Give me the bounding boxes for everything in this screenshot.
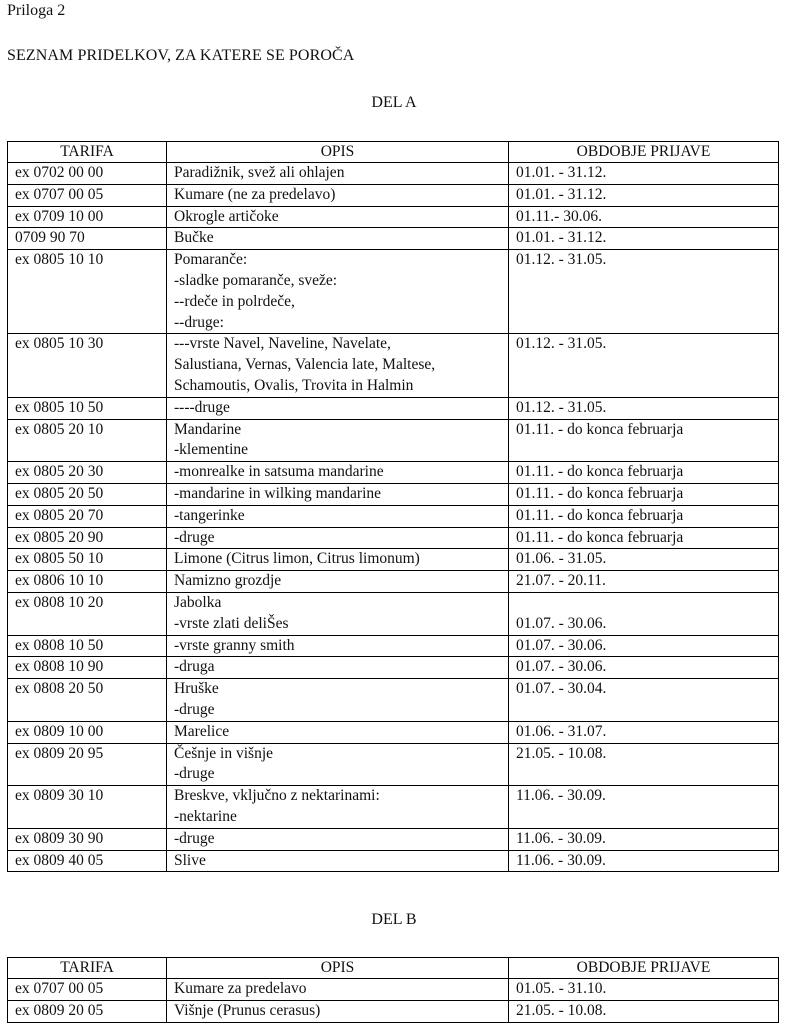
opis-line: Mandarine <box>174 420 242 438</box>
table-row <box>8 635 779 657</box>
opis-line: -druge <box>174 829 215 847</box>
cell-opis <box>167 505 509 527</box>
opis-line: Paradižnik, svež ali ohlajen <box>174 164 345 181</box>
part-a-table <box>7 141 779 872</box>
cell-tarifa: ex 0805 50 10 <box>8 549 167 571</box>
opis-line: -druge <box>174 528 215 546</box>
obdobje-value: 01.07. - 30.06. <box>516 658 607 676</box>
cell-opis <box>167 786 509 829</box>
cell-tarifa: ex 0702 00 00 <box>8 163 167 185</box>
cell-opis <box>167 250 509 334</box>
obdobje-value: 01.01. - 31.12. <box>516 229 607 247</box>
cell-opis <box>167 979 509 1001</box>
opis-line: -druge <box>174 700 215 718</box>
cell-tarifa: ex 0707 00 05 <box>8 184 167 206</box>
header-tarifa: TARIFA <box>8 958 167 979</box>
cell-opis <box>167 527 509 549</box>
cell-obdobje <box>509 206 779 228</box>
cell-opis <box>167 721 509 743</box>
header-obdobje: OBDOBJE PRIJAVE <box>509 142 779 163</box>
opis-line: -klementine <box>174 441 249 459</box>
table-row <box>8 679 779 722</box>
cell-tarifa: ex 0707 00 05 <box>8 979 167 1001</box>
table-row <box>8 397 779 419</box>
part-b-title: DEL B <box>371 911 417 928</box>
cell-obdobje <box>509 462 779 484</box>
cell-obdobje <box>509 419 779 462</box>
cell-tarifa: ex 0805 20 30 <box>8 462 167 484</box>
cell-obdobje <box>509 184 779 206</box>
opis-line: --rdeče in polrdeče, <box>174 292 295 310</box>
table-row <box>8 505 779 527</box>
cell-obdobje <box>509 505 779 527</box>
table-row <box>8 549 779 571</box>
obdobje-value: 01.01. - 31.12. <box>516 164 607 181</box>
table-header-row <box>8 958 779 979</box>
cell-tarifa: ex 0805 20 50 <box>8 483 167 505</box>
part-b-table <box>7 957 779 1023</box>
table-row <box>8 419 779 462</box>
header-obdobje: OBDOBJE PRIJAVE <box>509 958 779 979</box>
cell-tarifa: ex 0805 10 30 <box>8 334 167 397</box>
table-row <box>8 850 779 872</box>
table-row <box>8 228 779 250</box>
table-row <box>8 334 779 397</box>
cell-obdobje <box>509 679 779 722</box>
opis-line: --druge: <box>174 313 224 331</box>
cell-opis <box>167 1000 509 1022</box>
cell-tarifa: ex 0808 10 90 <box>8 657 167 679</box>
opis-line: Marelice <box>174 722 230 740</box>
opis-line: -monrealke in satsuma mandarine <box>174 463 384 481</box>
cell-opis <box>167 635 509 657</box>
table-row <box>8 462 779 484</box>
opis-line: Kumare (ne za predelavo) <box>174 185 336 203</box>
obdobje-value: 01.07. - 30.06. <box>516 614 607 632</box>
cell-opis <box>167 163 509 185</box>
obdobje-value: 11.06. - 30.09. <box>516 829 606 847</box>
cell-opis <box>167 184 509 206</box>
opis-line: Pomaranče: <box>174 251 248 269</box>
cell-opis <box>167 397 509 419</box>
opis-line: Bučke <box>174 229 214 247</box>
cell-opis <box>167 571 509 593</box>
opis-line: -vrste granny smith <box>174 636 295 654</box>
obdobje-value: 01.06. - 31.07. <box>516 722 607 740</box>
table-row <box>8 592 779 635</box>
cell-tarifa: ex 0805 10 10 <box>8 250 167 334</box>
cell-tarifa: ex 0805 20 70 <box>8 505 167 527</box>
obdobje-value: 21.05. - 10.08. <box>516 744 607 762</box>
cell-tarifa: ex 0809 20 05 <box>8 1000 167 1022</box>
opis-line: -mandarine in wilking mandarine <box>174 484 382 502</box>
cell-tarifa: ex 0808 10 50 <box>8 635 167 657</box>
table-row <box>8 979 779 1001</box>
cell-opis <box>167 828 509 850</box>
cell-obdobje <box>509 850 779 872</box>
table-row <box>8 1000 779 1022</box>
cell-tarifa: ex 0809 30 10 <box>8 786 167 829</box>
cell-opis <box>167 462 509 484</box>
opis-line: ---vrste Navel, Naveline, Navelate, <box>174 335 391 353</box>
obdobje-value: 11.06. - 30.09. <box>516 851 606 869</box>
table-row <box>8 250 779 334</box>
header-tarifa: TARIFA <box>8 142 167 163</box>
cell-tarifa: ex 0809 40 05 <box>8 850 167 872</box>
obdobje-value: 01.07. - 30.04. <box>516 680 607 698</box>
cell-obdobje <box>509 250 779 334</box>
cell-obdobje <box>509 571 779 593</box>
obdobje-value: 01.11. - do konca februarja <box>516 484 684 502</box>
table-row <box>8 743 779 786</box>
cell-obdobje <box>509 483 779 505</box>
cell-obdobje <box>509 786 779 829</box>
cell-tarifa: ex 0709 10 00 <box>8 206 167 228</box>
cell-obdobje <box>509 163 779 185</box>
obdobje-value: 01.06. - 31.05. <box>516 550 607 568</box>
opis-line: -sladke pomaranče, sveže: <box>174 271 338 289</box>
cell-obdobje <box>509 721 779 743</box>
cell-opis <box>167 419 509 462</box>
table-row <box>8 206 779 228</box>
obdobje-value: 01.12. - 31.05. <box>516 335 607 353</box>
opis-line: Limone (Citrus limon, Citrus limonum) <box>174 550 420 568</box>
cell-obdobje <box>509 228 779 250</box>
opis-line: Namizno grozdje <box>174 572 282 590</box>
table-row <box>8 721 779 743</box>
opis-line: -druga <box>174 658 215 676</box>
obdobje-value: 01.05. - 31.10. <box>516 980 607 997</box>
opis-line: Salustiana, Vernas, Valencia late, Maltese, <box>174 356 436 374</box>
cell-opis <box>167 592 509 635</box>
opis-line: Breskve, vključno z nektarinami: <box>174 787 380 805</box>
cell-obdobje <box>509 592 779 635</box>
cell-obdobje <box>509 1000 779 1022</box>
obdobje-value: 11.06. - 30.09. <box>516 787 606 805</box>
opis-line: Kumare za predelavo <box>174 980 307 997</box>
cell-tarifa: 0709 90 70 <box>8 228 167 250</box>
cell-obdobje <box>509 657 779 679</box>
opis-line: -nektarine <box>174 807 237 825</box>
cell-obdobje <box>509 979 779 1001</box>
opis-line: Jabolka <box>174 593 222 611</box>
opis-line: -tangerinke <box>174 506 245 524</box>
table-row <box>8 184 779 206</box>
table-row <box>8 163 779 185</box>
cell-tarifa: ex 0809 20 95 <box>8 743 167 786</box>
obdobje-value: 01.07. - 30.06. <box>516 636 607 654</box>
opis-line: Višnje (Prunus cerasus) <box>174 1001 321 1019</box>
opis-line: Slive <box>174 851 206 869</box>
opis-line: Češnje in višnje <box>174 744 274 762</box>
obdobje-value: 01.11. - do konca februarja <box>516 463 684 481</box>
opis-line: ----druge <box>174 398 230 416</box>
table-row <box>8 657 779 679</box>
cell-opis <box>167 657 509 679</box>
cell-tarifa: ex 0805 20 90 <box>8 527 167 549</box>
part-a-title: DEL A <box>371 94 417 111</box>
obdobje-value: 01.12. - 31.05. <box>516 251 607 269</box>
opis-line: Hruške <box>174 680 219 698</box>
cell-obdobje <box>509 549 779 571</box>
cell-opis <box>167 743 509 786</box>
table-row <box>8 786 779 829</box>
header-opis: OPIS <box>167 958 509 979</box>
cell-obdobje <box>509 527 779 549</box>
opis-line: Okrogle artičoke <box>174 207 279 225</box>
cell-obdobje <box>509 334 779 397</box>
obdobje-value: 01.11.- 30.06. <box>516 207 602 225</box>
cell-opis <box>167 206 509 228</box>
table-row <box>8 571 779 593</box>
table-row <box>8 483 779 505</box>
cell-tarifa: ex 0806 10 10 <box>8 571 167 593</box>
cell-opis <box>167 228 509 250</box>
obdobje-value: 01.01. - 31.12. <box>516 185 607 203</box>
cell-tarifa: ex 0808 10 20 <box>8 592 167 635</box>
annex-label: Priloga 2 <box>7 2 66 19</box>
header-opis: OPIS <box>167 142 509 163</box>
obdobje-value: 01.11. - do konca februarja <box>516 528 684 546</box>
obdobje-value: 01.11. - do konca februarja <box>516 506 684 524</box>
cell-opis <box>167 679 509 722</box>
cell-tarifa: ex 0809 30 90 <box>8 828 167 850</box>
cell-obdobje <box>509 635 779 657</box>
cell-opis <box>167 483 509 505</box>
opis-line: -vrste zlati deliŠes <box>174 614 289 632</box>
obdobje-value: 21.05. - 10.08. <box>516 1001 607 1019</box>
cell-obdobje <box>509 397 779 419</box>
opis-line: -druge <box>174 765 215 783</box>
table-row <box>8 828 779 850</box>
table-row <box>8 527 779 549</box>
cell-opis <box>167 334 509 397</box>
document-title: SEZNAM PRIDELKOV, ZA KATERE SE POROČA <box>7 47 355 64</box>
obdobje-value: 01.11. - do konca februarja <box>516 420 684 438</box>
cell-opis <box>167 850 509 872</box>
cell-tarifa: ex 0809 10 00 <box>8 721 167 743</box>
opis-line: Schamoutis, Ovalis, Trovita in Halmin <box>174 376 414 394</box>
cell-tarifa: ex 0808 20 50 <box>8 679 167 722</box>
cell-opis <box>167 549 509 571</box>
cell-tarifa: ex 0805 10 50 <box>8 397 167 419</box>
table-header-row <box>8 142 779 163</box>
obdobje-value: 21.07. - 20.11. <box>516 572 606 590</box>
cell-tarifa: ex 0805 20 10 <box>8 419 167 462</box>
cell-obdobje <box>509 828 779 850</box>
cell-obdobje <box>509 743 779 786</box>
obdobje-value: 01.12. - 31.05. <box>516 398 607 416</box>
